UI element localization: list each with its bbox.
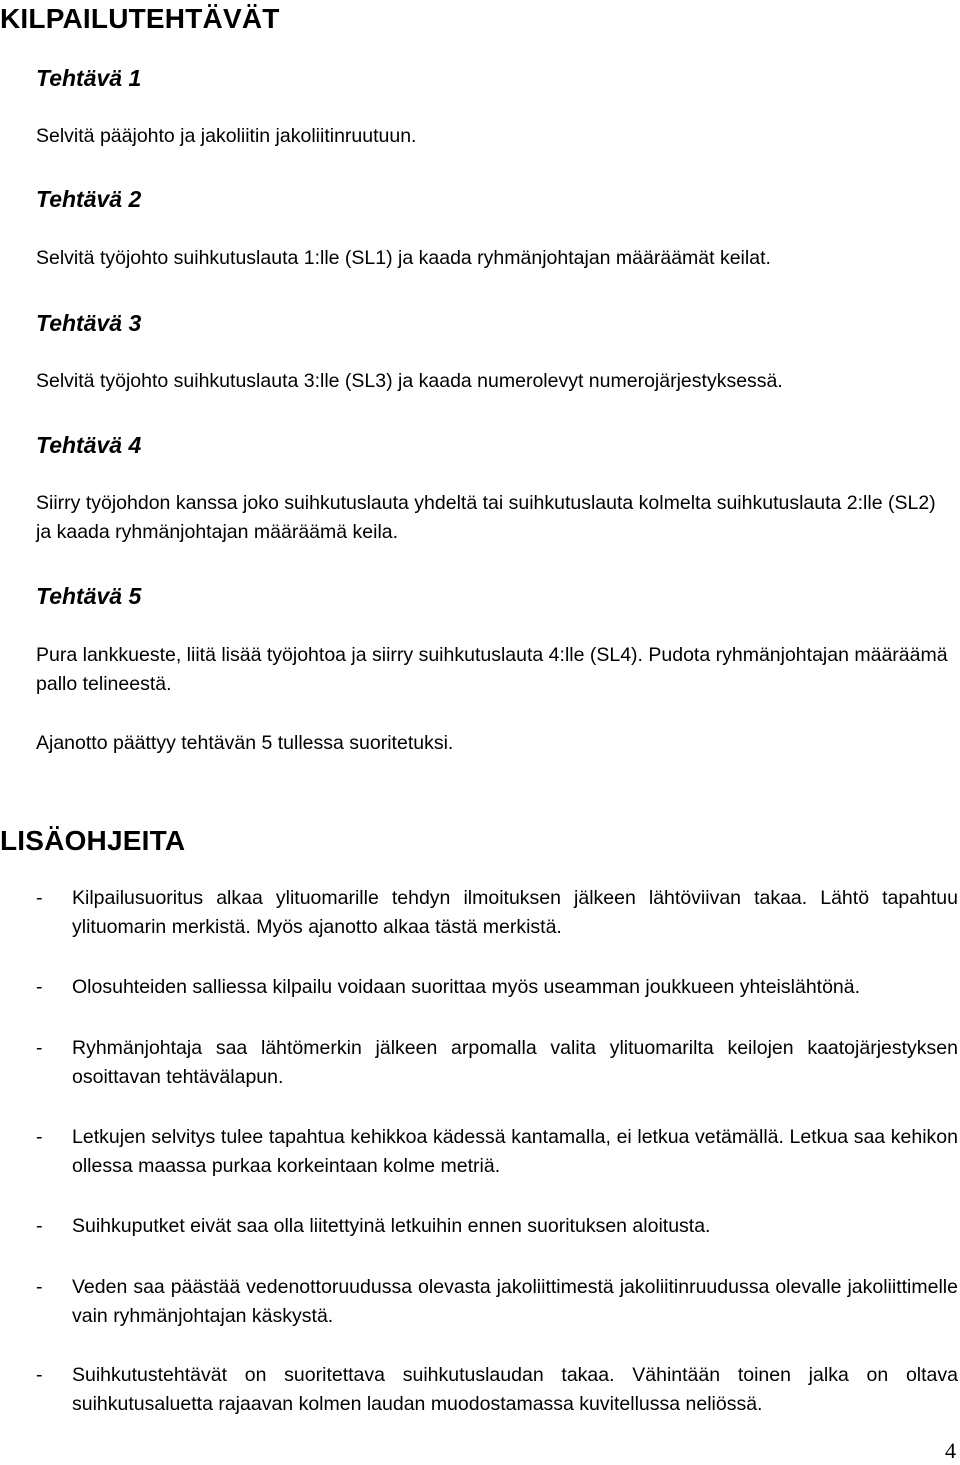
- notes-title: LISÄOHJEITA: [0, 825, 186, 856]
- task-3-body: Selvitä työjohto suihkutuslauta 3:lle (SL3) ja kaada numerolevyt numerojärjestyksessä.: [36, 370, 783, 392]
- note-item: [36, 1273, 958, 1331]
- task-2-heading: Tehtävä 2: [36, 186, 142, 212]
- note-text: Letkujen selvitys tulee tapahtua kehikkoa kädessä kantamalla, ei letkua vetämällä. Letkua saa kehikon ollessa maassa purkaa korkeintaan kolme metriä.: [72, 1126, 958, 1177]
- note-text: Olosuhteiden salliessa kilpailu voidaan suorittaa myös useamman joukkueen yhteislähtönä.: [72, 976, 861, 998]
- note-text: Veden saa päästää vedenottoruudussa olevasta jakoliittimestä jakoliitinruudussa olevalle jakoliittimelle vain ryhmänjohtajan käskystä.: [72, 1276, 958, 1327]
- note-dash: -: [36, 887, 43, 909]
- task-4-heading: Tehtävä 4: [36, 432, 142, 458]
- task-5-body: Pura lankkueste, liitä lisää työjohtoa ja siirry suihkutuslauta 4:lle (SL4). Pudota ryhmänjohtajan määräämä pallo telineestä.: [36, 644, 948, 695]
- task-5-extra: Ajanotto päättyy tehtävän 5 tullessa suoritetuksi.: [36, 732, 454, 754]
- task-2-body: Selvitä työjohto suihkutuslauta 1:lle (SL1) ja kaada ryhmänjohtajan määräämät keilat.: [36, 247, 771, 269]
- note-item: [36, 1123, 958, 1181]
- note-dash: -: [36, 1215, 43, 1237]
- note-text: Ryhmänjohtaja saa lähtömerkin jälkeen arpomalla valita ylituomarilta keilojen kaatojärjestyksen osoittavan tehtävälapun.: [72, 1037, 958, 1088]
- note-dash: -: [36, 1126, 43, 1148]
- note-text: Suihkutustehtävät on suoritettava suihkutuslaudan takaa. Vähintään toinen jalka on oltava suihkutusaluetta rajaavan kolmen laudan muodostamassa kuvitellussa neliössä.: [72, 1364, 958, 1415]
- note-item: [36, 1361, 958, 1419]
- task-3-heading: Tehtävä 3: [36, 310, 142, 336]
- note-dash: -: [36, 1276, 43, 1298]
- note-text: Suihkuputket eivät saa olla liitettyinä letkuihin ennen suorituksen aloitusta.: [72, 1215, 711, 1237]
- note-text: Kilpailusuoritus alkaa ylituomarille tehdyn ilmoituksen jälkeen lähtöviivan takaa. Lähtö tapahtuu ylituomarin merkistä. Myös ajanotto alkaa tästä merkistä.: [72, 887, 958, 938]
- note-item: [36, 1034, 958, 1092]
- note-dash: -: [36, 976, 43, 998]
- note-dash: -: [36, 1037, 43, 1059]
- page-number: 4: [945, 1438, 956, 1463]
- note-item: [36, 973, 958, 1002]
- page-title: KILPAILUTEHTÄVÄT: [0, 3, 280, 34]
- note-dash: -: [36, 1364, 43, 1386]
- task-1-heading: Tehtävä 1: [36, 65, 142, 91]
- task-5-heading: Tehtävä 5: [36, 583, 142, 609]
- task-4-body: Siirry työjohdon kanssa joko suihkutuslauta yhdeltä tai suihkutuslauta kolmelta suihkutuslauta 2:lle (SL2) ja kaada ryhmänjohtajan määräämä keila.: [36, 492, 936, 543]
- note-item: [36, 884, 958, 942]
- task-1-body: Selvitä pääjohto ja jakoliitin jakoliitinruutuun.: [36, 125, 417, 147]
- note-item: [36, 1212, 958, 1241]
